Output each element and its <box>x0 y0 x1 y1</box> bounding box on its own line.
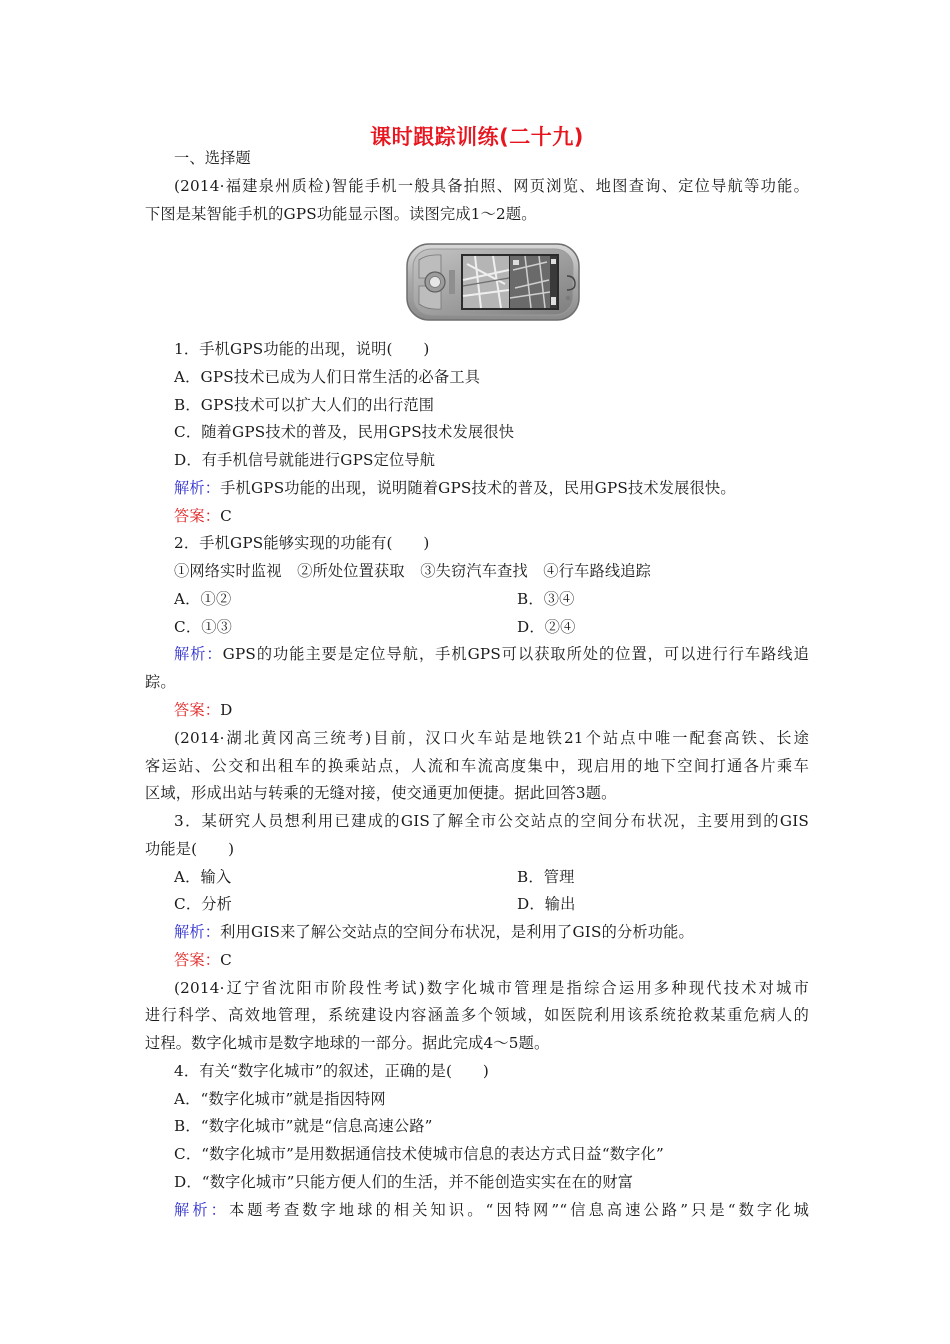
smartphone-gps-icon <box>405 240 581 324</box>
analysis-label: 解析： <box>174 645 223 663</box>
question-4-option-a: A．“数字化城市”就是指因特网 <box>174 1090 386 1108</box>
passage-3-line-1: (2014·辽宁省沈阳市阶段性考试)数字化城市管理是指综合运用多种现代技术对城市 <box>174 979 809 997</box>
analysis-label: 解析： <box>174 1201 229 1219</box>
question-2-analysis <box>174 644 809 664</box>
passage-2-line-3: 区域，形成出站与转乘的无缝对接，使交通更加便捷。据此回答3题。 <box>145 784 617 802</box>
smartphone-gps-figure <box>405 240 581 324</box>
passage-2-line-2: 客运站、公交和出租车的换乘站点，人流和车流高度集中，现启用的地下空间打通各片乘车 <box>145 757 809 775</box>
question-2-options-row-1 <box>174 589 809 609</box>
passage-3-line-2: 进行科学、高效地管理，系统建设内容涵盖多个领域，如医院利用该系统抢救某重危病人的 <box>145 1006 809 1024</box>
question-2-options-row-2 <box>174 617 809 637</box>
answer-label: 答案： <box>174 701 221 719</box>
question-1-option-c: C．随着GPS技术的普及，民用GPS技术发展很快 <box>174 423 515 441</box>
question-1-stem: 1．手机GPS功能的出现，说明( ) <box>174 340 430 358</box>
analysis-text: 手机GPS功能的出现，说明随着GPS技术的普及，民用GPS技术发展很快。 <box>220 479 736 497</box>
section-heading: 一、选择题 <box>174 149 251 167</box>
question-3-stem: 3．某研究人员想利用已建成的GIS了解全市公交站点的空间分布状况，主要用到的GIS <box>174 812 809 830</box>
answer-value: C <box>220 507 232 525</box>
question-4-option-b: B．“数字化城市”就是“信息高速公路” <box>174 1117 433 1135</box>
question-2-items: ①网络实时监视 ②所处位置获取 ③失窃汽车查找 ④行车路线追踪 <box>174 562 652 580</box>
answer-value: C <box>220 951 232 969</box>
question-1-analysis <box>174 478 809 498</box>
passage-1-line-1: (2014·福建泉州质检)智能手机一般具备拍照、网页浏览、地图查询、定位导航等功能。 <box>174 177 809 195</box>
question-3-answer <box>174 950 809 970</box>
question-4-option-c: C．“数字化城市”是用数据通信技术使城市信息的表达方式日益“数字化” <box>174 1145 664 1163</box>
question-1-answer <box>174 506 809 526</box>
question-1-option-d: D．有手机信号就能进行GPS定位导航 <box>174 451 436 469</box>
analysis-text: 本题考查数字地球的相关知识。“因特网”“信息高速公路”只是“数字化城 <box>228 1201 810 1219</box>
question-4-analysis <box>174 1200 809 1220</box>
answer-label: 答案： <box>174 507 221 525</box>
answer-value: D <box>220 701 233 719</box>
analysis-text: GPS的功能主要是定位导航，手机GPS可以获取所处的位置，可以进行行车路线追 <box>222 645 809 663</box>
question-3-analysis <box>174 922 809 942</box>
question-3-options-row-2 <box>174 894 809 914</box>
question-1-option-b: B．GPS技术可以扩大人们的出行范围 <box>174 396 435 414</box>
question-2-option-b: B．③④ <box>517 590 575 608</box>
page-title: 课时跟踪训练(二十九) <box>370 125 584 149</box>
question-2-option-a: A．①② <box>174 590 232 608</box>
question-2-answer <box>174 700 809 720</box>
question-2-stem: 2．手机GPS能够实现的功能有( ) <box>174 534 430 552</box>
analysis-text: 利用GIS来了解公交站点的空间分布状况，是利用了GIS的分析功能。 <box>220 923 694 941</box>
question-3-options-row-1 <box>174 867 809 887</box>
passage-3-line-3: 过程。数字化城市是数字地球的一部分。据此完成4～5题。 <box>145 1034 550 1052</box>
analysis-label: 解析： <box>174 923 221 941</box>
question-2-analysis-line-2: 踪。 <box>145 673 176 691</box>
question-3-option-d: D．输出 <box>517 895 576 913</box>
question-3-stem-line-2: 功能是( ) <box>145 840 235 858</box>
analysis-label: 解析： <box>174 479 221 497</box>
question-4-option-d: D．“数字化城市”只能方便人们的生活，并不能创造实实在在的财富 <box>174 1173 634 1191</box>
passage-1-line-2: 下图是某智能手机的GPS功能显示图。读图完成1～2题。 <box>145 205 537 223</box>
question-1-option-a: A．GPS技术已成为人们日常生活的必备工具 <box>174 368 481 386</box>
answer-label: 答案： <box>174 951 221 969</box>
question-3-option-a: A．输入 <box>174 868 232 886</box>
question-3-option-c: C．分析 <box>174 895 232 913</box>
passage-2-line-1: (2014·湖北黄冈高三统考)目前，汉口火车站是地铁21个站点中唯一配套高铁、长途 <box>174 729 809 747</box>
question-3-option-b: B．管理 <box>517 868 575 886</box>
question-4-stem: 4．有关“数字化城市”的叙述，正确的是( ) <box>174 1062 490 1080</box>
question-2-option-c: C．①③ <box>174 618 232 636</box>
question-2-option-d: D．②④ <box>517 618 576 636</box>
